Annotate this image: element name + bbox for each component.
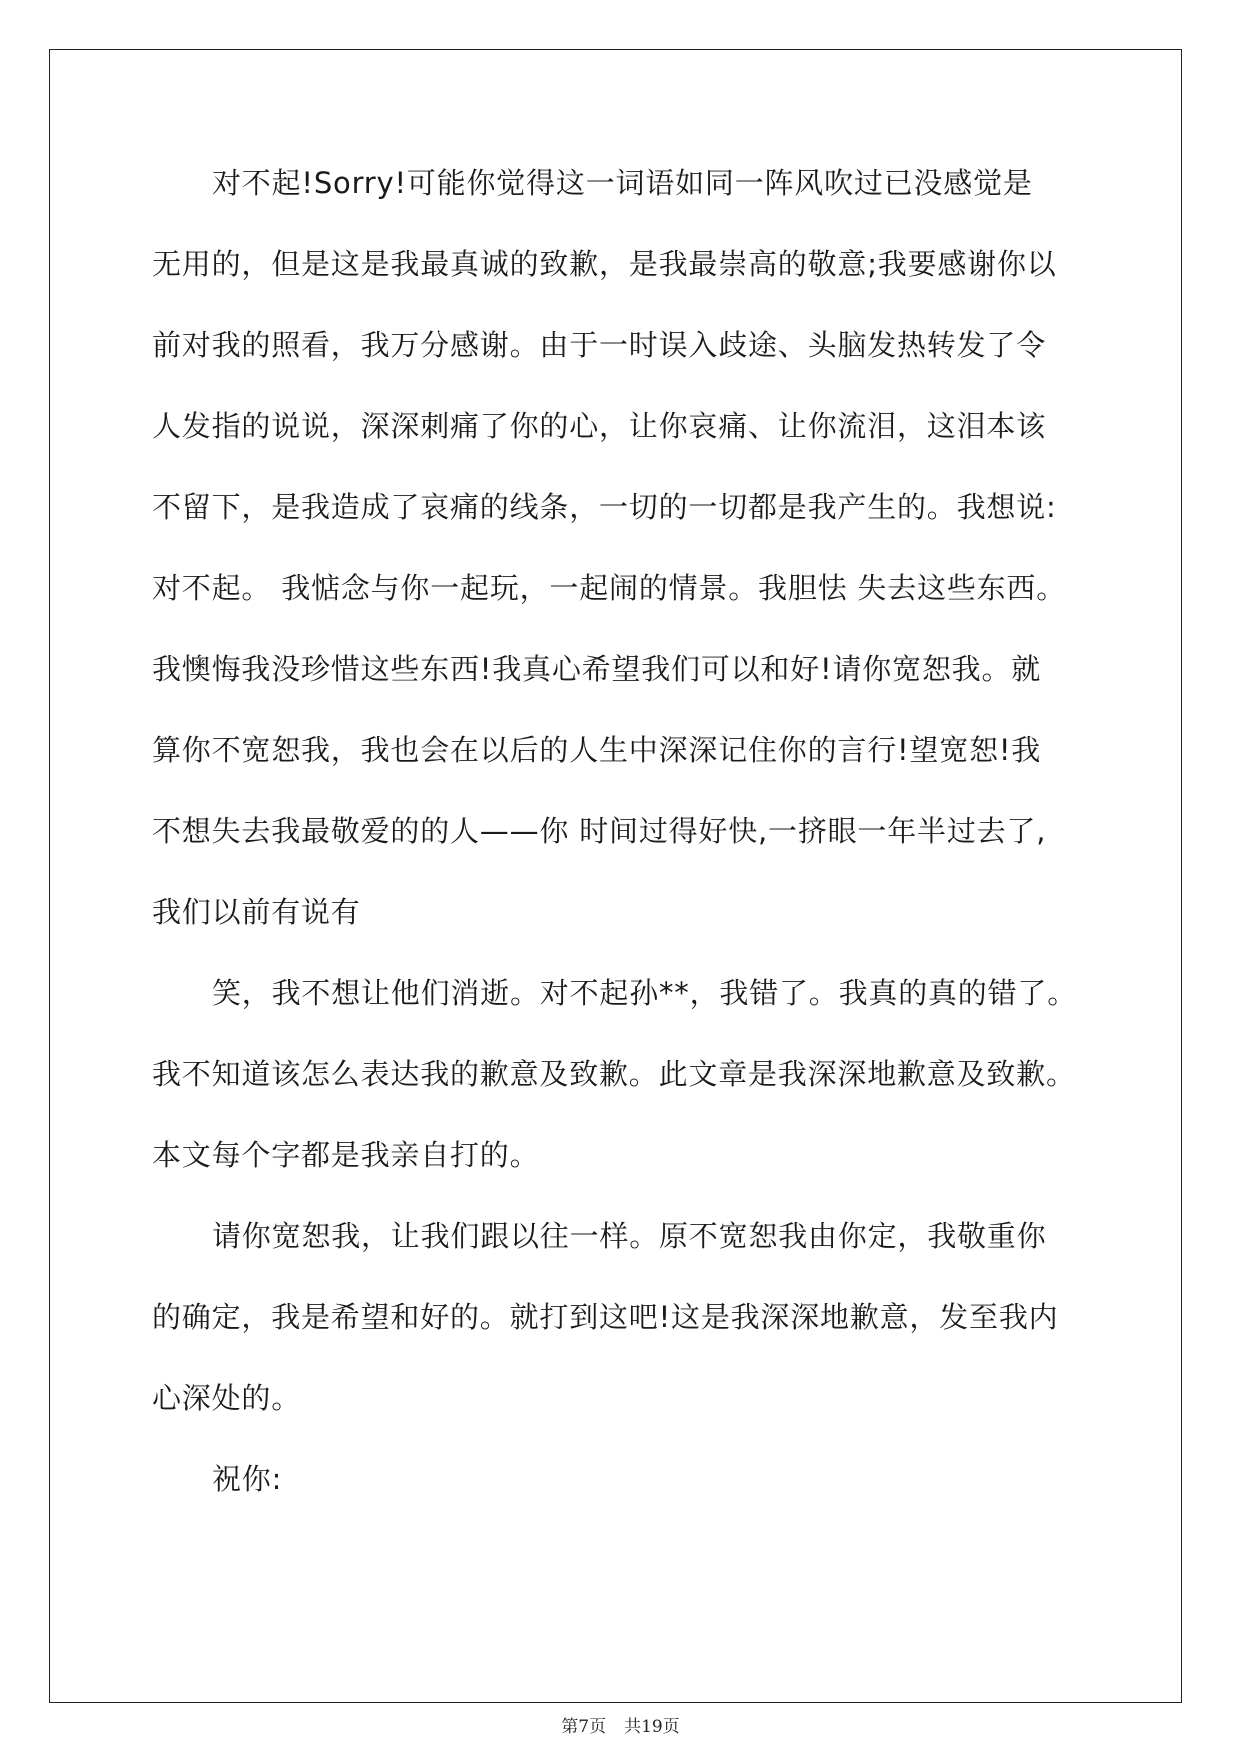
page-footer — [0, 1712, 1241, 1737]
text-line: 本文每个字都是我亲自打的。 — [152, 1138, 540, 1172]
text-line: 我不知道该怎么表达我的歉意及致歉。此文章是我深深地歉意及致歉。 — [152, 1057, 1076, 1091]
text-line: 心深处的。 — [152, 1381, 302, 1415]
text-line: 的确定，我是希望和好的。就打到这吧!这是我深深地歉意，发至我内 — [152, 1300, 1059, 1334]
text-line: 笑，我不想让他们消逝。对不起孙**，我错了。我真的真的错了。 — [212, 976, 1078, 1010]
document-body — [152, 160, 1082, 1537]
text-line: 对不起。 我惦念与你一起玩，一起闹的情景。我胆怯 失去这些东西。 — [152, 571, 1067, 605]
text-line: 我们以前有说有 — [152, 895, 361, 929]
text-line: 请你宽恕我，让我们跟以往一样。原不宽恕我由你定，我敬重你 — [212, 1219, 1047, 1253]
page-number: 第7页 — [561, 1717, 607, 1737]
text-line: 无用的，但是这是我最真诚的致歉，是我最崇高的敬意;我要感谢你以 — [152, 247, 1057, 281]
text-line: 我懊悔我没珍惜这些东西!我真心希望我们可以和好!请你宽恕我。就 — [152, 652, 1042, 686]
text-line: 人发指的说说，深深刺痛了你的心，让你哀痛、让你流泪，这泪本该 — [152, 409, 1047, 443]
text-line: 算你不宽恕我，我也会在以后的人生中深深记住你的言行!望宽恕!我 — [152, 733, 1042, 767]
text-line: 祝你: — [212, 1462, 283, 1496]
text-line: 前对我的照看，我万分感谢。由于一时误入歧途、头脑发热转发了令 — [152, 328, 1047, 362]
total-pages: 共19页 — [624, 1717, 680, 1737]
text-line: 对不起!Sorry!可能你觉得这一词语如同一阵风吹过已没感觉是 — [212, 166, 1033, 200]
text-line: 不留下，是我造成了哀痛的线条，一切的一切都是我产生的。我想说: — [152, 490, 1057, 524]
text-line: 不想失去我最敬爱的的人——你 时间过得好快,一挤眼一年半过去了, — [152, 814, 1047, 848]
